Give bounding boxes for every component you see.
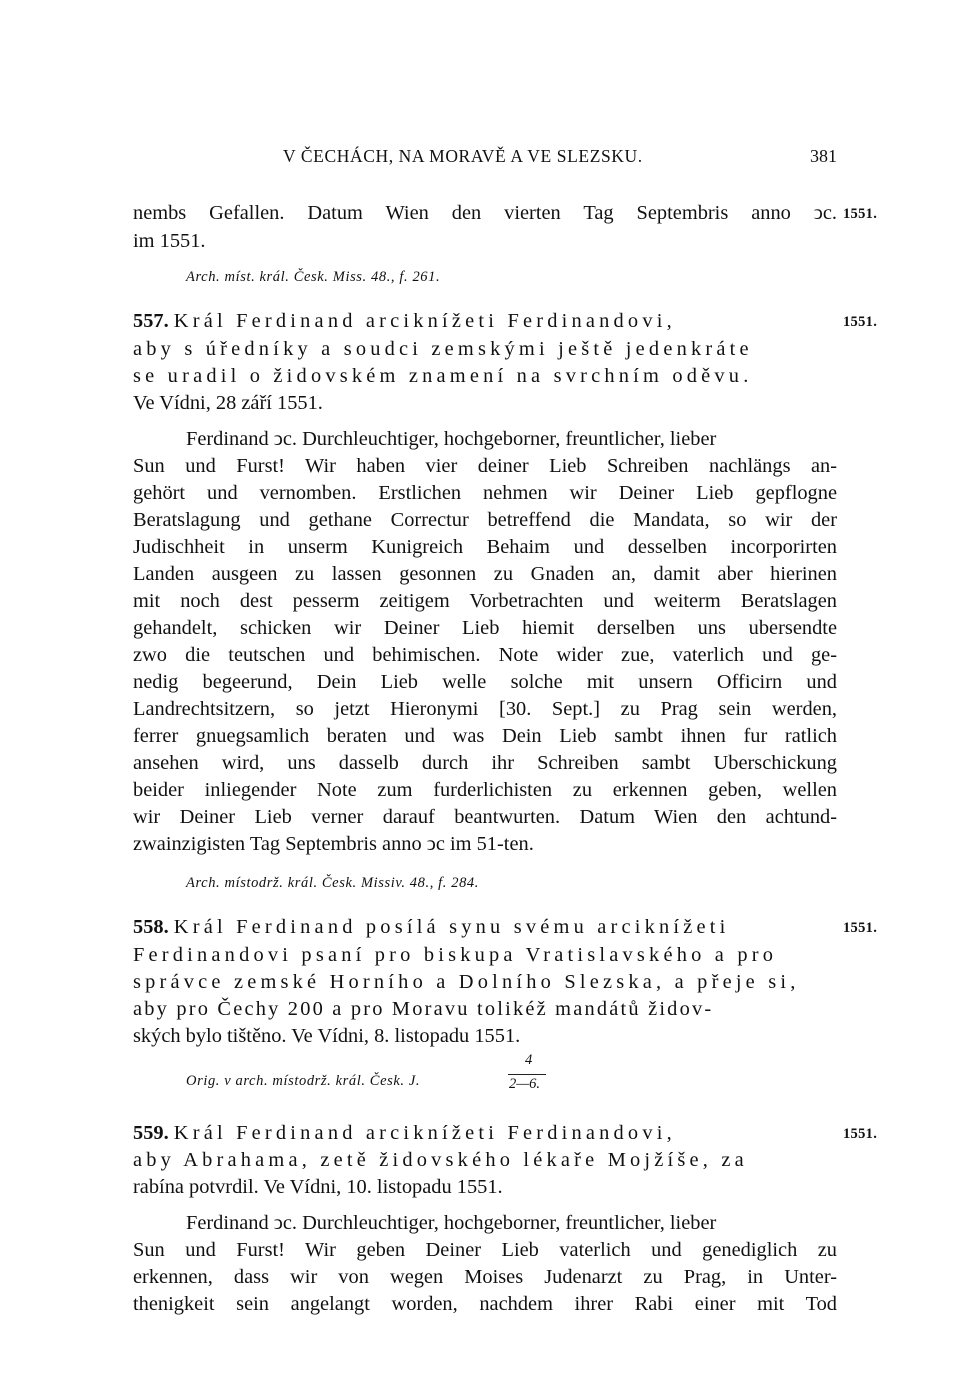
entry-summary-line: aby pro Čechy 200 a pro Moravu tolikéž mandátů židov- — [133, 998, 714, 1020]
text-line: Sun und Furst! Wir haben vier deiner Lieb Schreiben nachlängs an- — [133, 455, 837, 477]
entry-557-heading — [133, 308, 837, 335]
page-header — [133, 146, 837, 172]
entry-summary-line: Král Ferdinand arciknížeti Ferdinandovi, — [173, 1122, 676, 1144]
text-line: mit noch dest pesserm zeitigem Vorbetrachten und weiterm Beratslagen — [133, 590, 837, 612]
text-line: zwainzigisten Tag Septembris anno ↄc im 51-ten. — [133, 833, 534, 855]
entry-number: 558. — [133, 916, 169, 938]
text-line: Ferdinand ↄc. Durchleuchtiger, hochgeborner, freuntlicher, lieber — [186, 1212, 717, 1234]
text-line: gehört und vernomben. Erstlichen nehmen wir Deiner Lieb gepflogne — [133, 482, 837, 504]
text-line: thenigkeit sein angelangt worden, nachdem ihrer Rabi einer mit Tod — [133, 1293, 837, 1315]
entry-summary-line: ských bylo tištěno. Ve Vídni, 8. listopadu 1551. — [133, 1025, 521, 1047]
text-line: Landen ausgeen zu lassen gesonnen zu Gnaden an, damit aber hierinen — [133, 563, 837, 585]
margin-year: 1551. — [843, 314, 878, 330]
entry-summary-line: rabína potvrdil. Ve Vídni, 10. listopadu 1551. — [133, 1176, 503, 1198]
archive-reference: Arch. míst. král. Česk. Miss. 48., f. 261. — [186, 269, 441, 285]
entry-number: 557. — [133, 310, 169, 332]
archive-reference: Arch. místodrž. král. Česk. Missiv. 48., f. 284. — [186, 875, 480, 891]
entry-summary-line: Král Ferdinand posílá synu svému arciknížeti — [173, 916, 730, 938]
text-line: Ferdinand ↄc. Durchleuchtiger, hochgeborner, freuntlicher, lieber — [186, 428, 717, 450]
text-line: beider inliegender Note zum furderlichisten zu erkennen geben, wellen — [133, 779, 837, 801]
text-line: nedig begeerund, Dein Lieb welle solche mit unsern Officirn und — [133, 671, 837, 693]
text-line: Beratslagung und gethane Correctur betreffend die Mandata, so wir der — [133, 509, 837, 531]
text-line: wir Deiner Lieb verner darauf beantwurten. Datum Wien den achtund- — [133, 806, 837, 828]
margin-year: 1551. — [843, 206, 878, 222]
page-number: 381 — [810, 146, 837, 166]
text-line: gehandelt, schicken wir Deiner Lieb hiemit derselben uns ubersendte — [133, 617, 837, 639]
text-line: im 1551. — [133, 230, 206, 252]
archive-reference: Orig. v arch. místodrž. král. Česk. J. — [186, 1073, 421, 1089]
text-line: Landrechtsitzern, so jetzt Hieronymi [30. Sept.] zu Prag sein werden, — [133, 698, 837, 720]
entry-date: Ve Vídni, 28 září 1551. — [133, 392, 323, 414]
margin-year: 1551. — [843, 1126, 878, 1142]
text-line: erkennen, dass wir von wegen Moises Judenarzt zu Prag, in Unter- — [133, 1266, 837, 1288]
entry-558-heading — [133, 914, 837, 941]
entry-summary-line: se uradil o židovském znamení na svrchním oděvu. — [133, 365, 753, 387]
entry-summary-line: aby Abrahama, zetě židovského lékaře Mojžíše, za — [133, 1149, 748, 1171]
fraction-denominator: 2—6. — [509, 1076, 541, 1092]
text-line: ansehen wird, uns dasselb durch ihr Schreiben sambt Uberschickung — [133, 752, 837, 774]
running-title: V ČECHÁCH, NA MORAVĚ A VE SLEZSKU. — [283, 146, 643, 166]
entry-559-heading — [133, 1120, 837, 1147]
text-line: Sun und Furst! Wir geben Deiner Lieb vaterlich und genediglich zu — [133, 1239, 837, 1261]
fraction-bar — [508, 1074, 546, 1075]
entry-summary-line: Ferdinandovi psaní pro biskupa Vratislavského a pro — [133, 944, 778, 966]
text-line: Judischheit in unserm Kunigreich Behaim und desselben incorporirten — [133, 536, 837, 558]
fraction-numerator: 4 — [525, 1052, 533, 1068]
entry-summary-line: Král Ferdinand arciknížeti Ferdinandovi, — [173, 310, 676, 332]
text-line: zwo die teutschen und behimischen. Note wider zue, vaterlich und ge- — [133, 644, 837, 666]
text-line: ferrer gnuegsamlich beraten und was Dein Lieb sambt ihnen fur ratlich — [133, 725, 837, 747]
entry-summary-line: správce zemské Horního a Dolního Slezska, a přeje si, — [133, 971, 800, 993]
margin-year: 1551. — [843, 920, 878, 936]
entry-number: 559. — [133, 1122, 169, 1144]
entry-summary-line: aby s úředníky a soudci zemskými ještě jedenkráte — [133, 338, 753, 360]
text-line: nembs Gefallen. Datum Wien den vierten Tag Septembris anno ↄc. — [133, 202, 837, 224]
